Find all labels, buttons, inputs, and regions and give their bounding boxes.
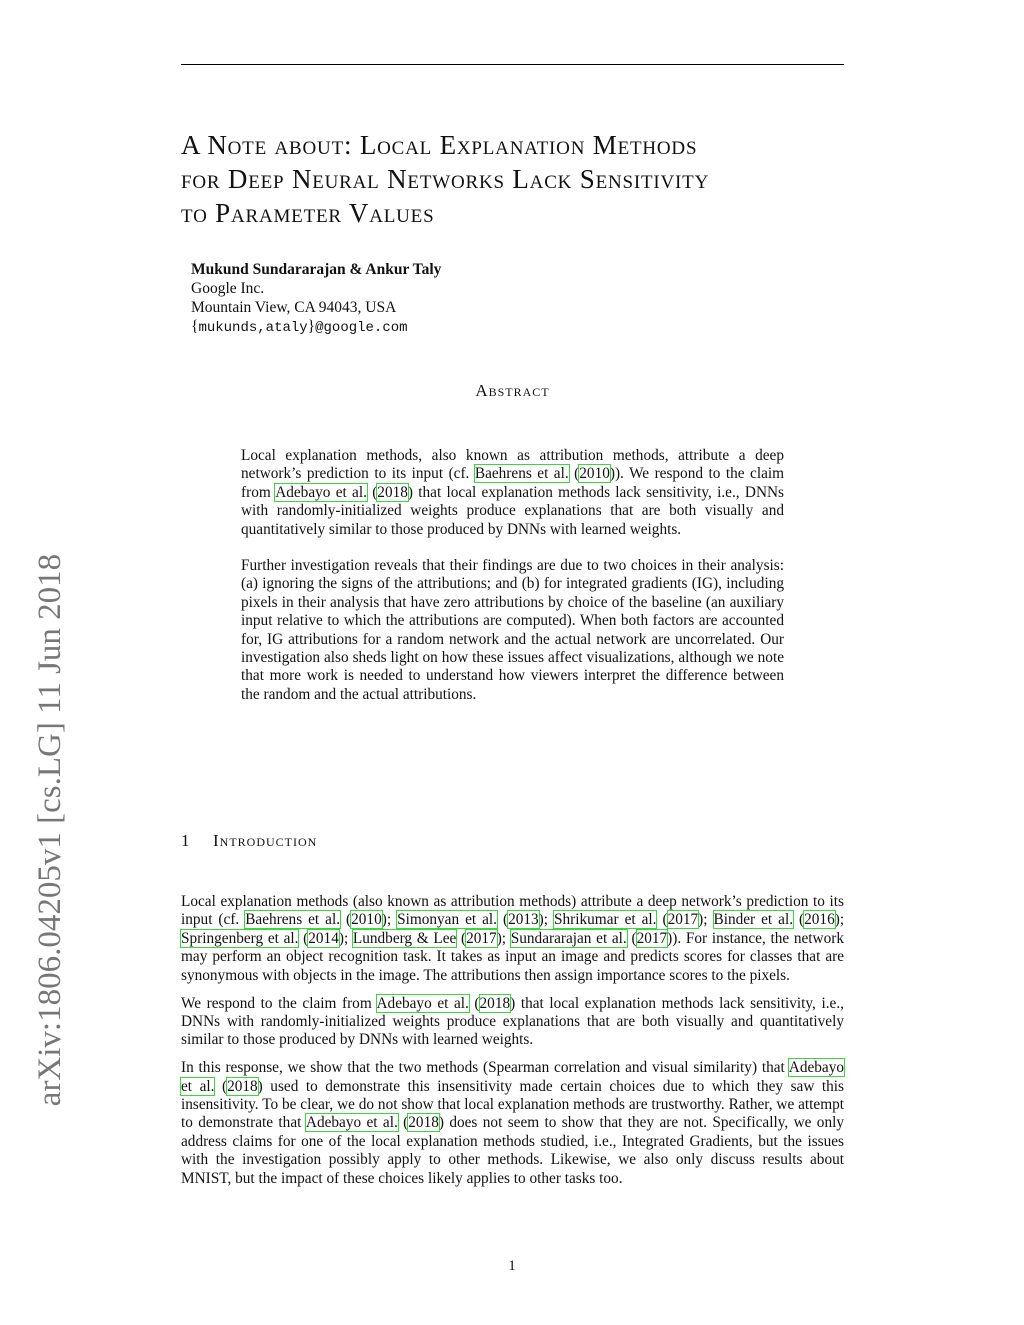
section-title: Introduction	[213, 831, 318, 850]
paper-title	[181, 128, 851, 230]
section-heading	[181, 831, 317, 851]
citation-link[interactable]: Adebayo et al.	[376, 994, 469, 1012]
title-line: to Parameter Values	[181, 198, 435, 228]
text: (	[456, 929, 467, 947]
text: );	[381, 911, 398, 929]
citation-link[interactable]: Simonyan et al.	[397, 911, 497, 929]
intro-paragraph-3	[181, 1059, 844, 1188]
citation-link[interactable]: Adebayo et al.	[181, 1059, 844, 1095]
text: ) does not seem to show that they are not. Specifically, we only address claims for one of the local explanation methods studied, i.e., Integrated Gradients, but the issues with the investigation possibly apply to other methods. Likewise, we also only discuss results about MNIST, but the impact of these choices likely applies to other tasks too.	[181, 1114, 844, 1187]
address: Mountain View, CA 94043, USA	[191, 299, 397, 316]
citation-year-link[interactable]: 2017	[667, 911, 699, 929]
citation-year-link[interactable]: 2017	[636, 929, 668, 947]
intro-paragraph-1	[181, 893, 844, 985]
affiliation: Google Inc.	[191, 280, 265, 297]
text: We respond to the claim from	[181, 994, 377, 1012]
text: );	[698, 911, 714, 929]
citation-link[interactable]: Baehrens et al.	[245, 911, 341, 929]
citation-link[interactable]: Adebayo et al.	[305, 1114, 398, 1132]
abstract-body	[241, 447, 784, 722]
text: In this response, we show that the two methods (Spearman correlation and visual similarity) that	[181, 1059, 789, 1077]
text: (	[468, 994, 480, 1012]
citation-year-link[interactable]: 2018	[479, 994, 511, 1012]
text: (	[496, 911, 509, 929]
title-line: for Deep Neural Networks Lack Sensitivity	[181, 164, 710, 194]
intro-paragraph-2	[181, 995, 844, 1050]
author-names: Mukund Sundararajan & Ankur Taly	[191, 261, 442, 278]
citation-link[interactable]: Shrikumar et al.	[554, 911, 657, 929]
email-domain: @google.com	[315, 320, 408, 336]
citation-year-link[interactable]: 2016	[804, 911, 835, 929]
text: Local explanation methods (also known as attribution methods) attribute a deep network’s prediction to its input (cf.	[181, 893, 844, 929]
text: (	[340, 911, 352, 929]
citation-link[interactable]: Lundberg & Lee	[352, 929, 457, 947]
author-block	[191, 260, 441, 338]
abstract-paragraph-1	[241, 447, 784, 539]
citation-link[interactable]: Binder et al.	[713, 911, 794, 929]
citation-year-link[interactable]: 2010	[579, 465, 610, 483]
text: (	[626, 929, 637, 947]
citation-year-link[interactable]: 2017	[466, 929, 497, 947]
citation-year-link[interactable]: 2018	[227, 1077, 258, 1095]
citation-link[interactable]: Baehrens et al.	[474, 465, 569, 483]
text: );	[538, 911, 555, 929]
citation-year-link[interactable]: 2013	[508, 911, 539, 929]
text: (	[793, 911, 805, 929]
text: (	[214, 1077, 228, 1095]
text: (	[656, 911, 668, 929]
section-number: 1	[181, 831, 191, 850]
text: ) used to demonstrate this insensitivity made certain choices due to which they saw this insensitivity. To be clear, we do not show that local explanation methods are trustworthy. Rather, we attempt to demonstrate that	[181, 1077, 845, 1132]
citation-link[interactable]: Sundararajan et al.	[510, 929, 627, 947]
text: (	[397, 1114, 409, 1132]
arxiv-identifier[interactable]: arXiv:1806.04205v1 [cs.LG] 11 Jun 2018	[32, 553, 68, 1107]
citation-year-link[interactable]: 2018	[377, 483, 408, 501]
email-brace-close: }	[307, 318, 316, 335]
email-brace-open: {	[191, 318, 199, 335]
text: ) that local explanation methods lack sensitivity, i.e., DNNs with randomly-initialized weights produce explanations that are both visually and quantitatively similar to those produced by DNNs with learned weights.	[241, 483, 784, 538]
abstract-heading: Abstract	[475, 381, 550, 400]
text: ) that local explanation methods lack sensitivity, i.e., DNNs with randomly-initialized weights produce explanations that are both visually and quantitatively similar to those produced by DNNs with learned weights.	[181, 994, 844, 1049]
text: (	[568, 465, 580, 483]
text: (	[366, 483, 378, 501]
abstract-paragraph-2: Further investigation reveals that their findings are due to two choices in their analysis: (a) ignoring the signs of the attributions; and (b) for integrated gradients (IG), including pixels in their analysis that have zero attributions by choice of the baseline (an auxiliary input relative to which the attributions are computed). When both factors are accounted for, IG attributions for a random network and the actual network are uncorrelated. Our investigation also sheds light on how these issues affect visualizations, although we note that more work is needed to understand how viewers interpret the difference between the random and the actual attributions.	[241, 557, 784, 703]
top-rule	[181, 64, 844, 65]
text: Local explanation methods, also known as attribution methods, attribute a deep network’s prediction to its input (cf.	[241, 447, 784, 483]
citation-year-link[interactable]: 2010	[351, 911, 382, 929]
page-number: 1	[508, 1258, 516, 1274]
text: (	[298, 929, 309, 947]
citation-link[interactable]: Adebayo et al.	[275, 483, 367, 501]
email-users: mukunds,ataly	[198, 320, 308, 336]
text: )). We respond to the claim from	[241, 465, 785, 501]
text: )). For instance, the network may perform an object recognition task. It takes as input an image and predicts scores for classes that are synonymous with objects in the image. The attributions then assign importance scores to the pixels.	[181, 929, 844, 984]
text: );	[496, 929, 511, 947]
author-email[interactable]	[191, 317, 441, 338]
title-line: A Note about: Local Explanation Methods	[181, 130, 698, 160]
citation-year-link[interactable]: 2014	[308, 929, 339, 947]
citation-year-link[interactable]: 2018	[408, 1114, 439, 1132]
text: );	[338, 929, 353, 947]
introduction-body	[181, 893, 844, 1198]
text: );	[834, 911, 845, 929]
citation-link[interactable]: Springenberg et al.	[181, 929, 299, 947]
